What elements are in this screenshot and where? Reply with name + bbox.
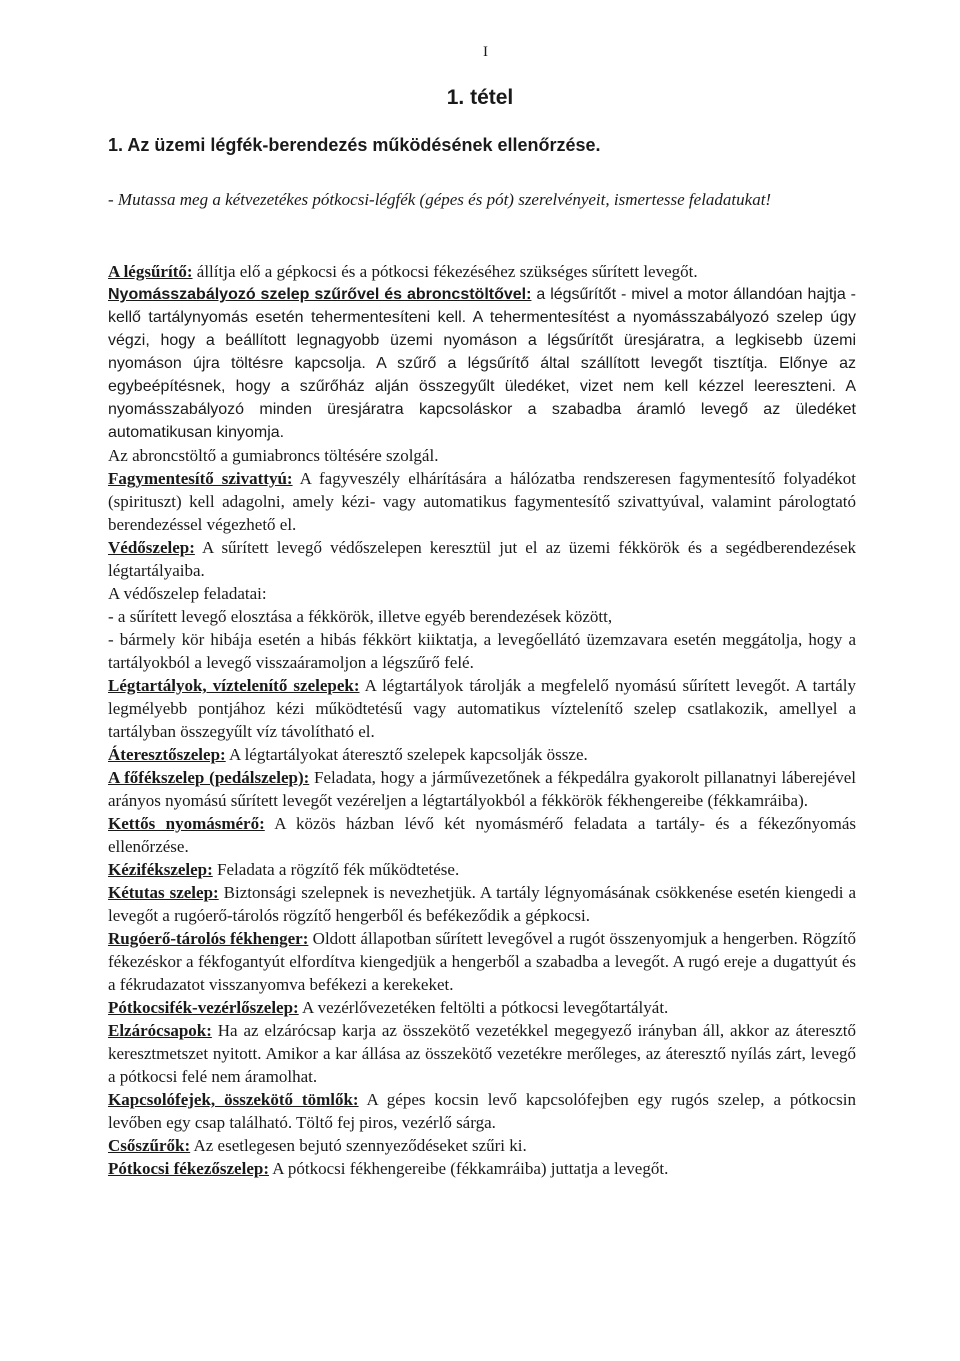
paragraph-text: Biztonsági szelepnek is nevezhetjük. A tartály légnyomásának csökkenése esetén kiengedi a levegőt a rugóerő-tárolós rögzítő hengerből és befékeződik a gépkocsi. [108, 883, 856, 925]
section-heading: 1. Az üzemi légfék-berendezés működésének ellenőrzése. [108, 135, 601, 155]
paragraph-text: Az esetlegesen bejutó szennyeződéseket szűri ki. [190, 1136, 527, 1155]
list-item [108, 605, 856, 628]
paragraph-potkocsifek-vezerloszelep [108, 996, 856, 1019]
term-label: Fagymentesítő szivattyú: [108, 469, 293, 488]
paragraph-text: Feladata a rögzítő fék működtetése. [212, 860, 460, 879]
page-number: I [483, 44, 488, 60]
term-label: Kapcsolófejek, összekötő tömlők: [108, 1090, 359, 1109]
paragraph-text: - bármely kör hibája esetén a hibás fékkört kiiktatja, a levegőellátó üzemzavara esetén meggátolja, hogy a tartályokból a levegő visszaáramoljon a légszűrő felé. [108, 630, 856, 672]
paragraph-text: Oldott állapotban sűrített levegővel a rugót összenyomjuk a hengerben. Rögzítő fékezéskor a fékfogantyút elfordítva kiengedjük a hengerből a szabadba a levegőt. A rugó ereje a dugattyút és a fékrudazatot visszanyomva befékezi a kerekeket. [108, 929, 857, 994]
paragraph-text: Ha az elzárócsap karja az összekötő vezetékkel megegyező irányban áll, akkor az áteresztő keresztmetszet nyitott. Amikor a kar állása az összekötő vezetékre merőleges, az áteresztő nyílás zárt, levegő a pótkocsi felé nem áramolhat. [108, 1021, 856, 1086]
term-label: Elzárócsapok: [108, 1021, 212, 1040]
list-item [108, 628, 856, 674]
term-label: Pótkocsi fékezőszelep: [108, 1159, 269, 1178]
paragraph-abroncstolto [108, 444, 856, 467]
term-label: Védőszelep: [108, 538, 195, 557]
term-label: Csőszűrők: [108, 1136, 191, 1155]
paragraph-nyomasszabalyozo [108, 283, 856, 444]
paragraph-text: A védőszelep feladatai: [108, 584, 267, 603]
paragraph-fagymentesito [108, 467, 856, 536]
paragraph-rugoero-tarolos [108, 927, 856, 996]
term-label: Áteresztőszelep: [108, 745, 226, 764]
paragraph-text: a légsűrítőt - mivel a motor állandóan hajtja - kellő tartálynyomás esetén tehermentesíteni kell. A tehermentesítést a nyomásszabályozó szelep úgy végzi, hogy a beállított legnagyobb üzemi nyomáson a légsűrítőt üresjáratra, a legkisebb üzemi nyomáson újra töltésre kapcsolja. A szűrő a légsűrítő által szállított levegőt tisztítja. Előnye az egybeépítésnek, hogy a szűrőház alján összegyűlt üledéket, vizet nem kell kézzel leereszteni. A nyomásszabályozó minden üresjáratra kapcsoláskor a szabadba áramló levegő az üledéket automatikusan kinyomja. [108, 286, 856, 441]
paragraph-text: A közös házban lévő két nyomásmérő feladata a tartály- és a fékezőnyomás ellenőrzése. [108, 814, 856, 856]
paragraph-vedoszelep [108, 536, 856, 582]
paragraph-legsurito [108, 260, 856, 283]
paragraph-potkocsi-fekezoszelep [108, 1157, 856, 1180]
paragraph-text: - a sűrített levegő elosztása a fékkörök, illetve egyéb berendezések között, [108, 607, 613, 626]
task-instruction: - Mutassa meg a kétvezetékes pótkocsi-légfék (gépes és pót) szerelvényeit, ismertesse feladatukat! [108, 190, 772, 209]
term-label: Nyomásszabályozó szelep szűrővel és abroncstöltővel: [108, 286, 532, 303]
paragraph-fofekszelep [108, 766, 856, 812]
paragraph-ketutas-szelep [108, 881, 856, 927]
paragraph-text: A légtartályokat áteresztő szelepek kapcsolják össze. [225, 745, 588, 764]
term-label: Légtartályok, víztelenítő szelepek: [108, 676, 360, 695]
paragraph-csoszurok [108, 1134, 856, 1157]
paragraph-text: A vezérlővezetéken feltölti a pótkocsi levegőtartályát. [298, 998, 669, 1017]
term-label: A főfékszelep (pedálszelep): [108, 768, 310, 787]
term-label: Kettős nyomásmérő: [108, 814, 265, 833]
paragraph-elzarocsapok [108, 1019, 856, 1088]
term-label: Kézifékszelep: [108, 860, 213, 879]
term-label: Kétutas szelep: [108, 883, 219, 902]
document-title: 1. tétel [446, 86, 514, 109]
term-label: A légsűrítő: [108, 262, 193, 281]
paragraph-text: Feladata, hogy a járművezetőnek a fékpedálra gyakorolt pillanatnyi láberejével arányos nyomású sűrített levegőt vezéreljen a légtartályokból a fékkörök fékhengereibe (fékkamráiba). [108, 768, 856, 810]
paragraph-text: A gépes kocsin levő kapcsolófejben egy rugós szelep, a pótkocsin levőben egy csap található. Töltő fej piros, vezérlő sárga. [108, 1090, 856, 1132]
paragraph-kezifekszelep [108, 858, 856, 881]
paragraph-legtartalyok [108, 674, 856, 743]
paragraph-text: Az abroncstöltő a gumiabroncs töltésére szolgál. [108, 446, 439, 465]
paragraph-kapcsolofejek [108, 1088, 856, 1134]
paragraph-ateresztoszelep [108, 743, 856, 766]
paragraph-kettos-nyomasmero [108, 812, 856, 858]
paragraph-text: A pótkocsi fékhengereibe (fékkamráiba) juttatja a levegőt. [268, 1159, 669, 1178]
term-label: Pótkocsifék-vezérlőszelep: [108, 998, 299, 1017]
body-text [108, 260, 856, 1180]
paragraph-text: A fagyveszély elhárítására a hálózatba rendszeresen fagymentesítő folyadékot (spirituszt) kell adagolni, amely kézi- vagy automatikus fagymentesítő szivattyúval, valamint párologtató berendezéssel végezhető el. [108, 469, 857, 534]
paragraph-text: A sűrített levegő védőszelepen keresztül jut el az üzemi fékkörök és a segédberendezések légtartályaiba. [108, 538, 856, 580]
paragraph-vedoszelep-feladatai [108, 582, 856, 605]
paragraph-text: állítja elő a gépkocsi és a pótkocsi fékezéséhez szükséges sűrített levegőt. [192, 262, 698, 281]
term-label: Rugóerő-tárolós fékhenger: [108, 929, 309, 948]
paragraph-text: A légtartályok tárolják a megfelelő nyomású sűrített levegőt. A tartály legmélyebb pontjához kézi működtetésű vagy automatikus víztelenítő szelep csatlakozik, amellyel a tartályban összegyűlt víz távolítható el. [108, 676, 857, 741]
